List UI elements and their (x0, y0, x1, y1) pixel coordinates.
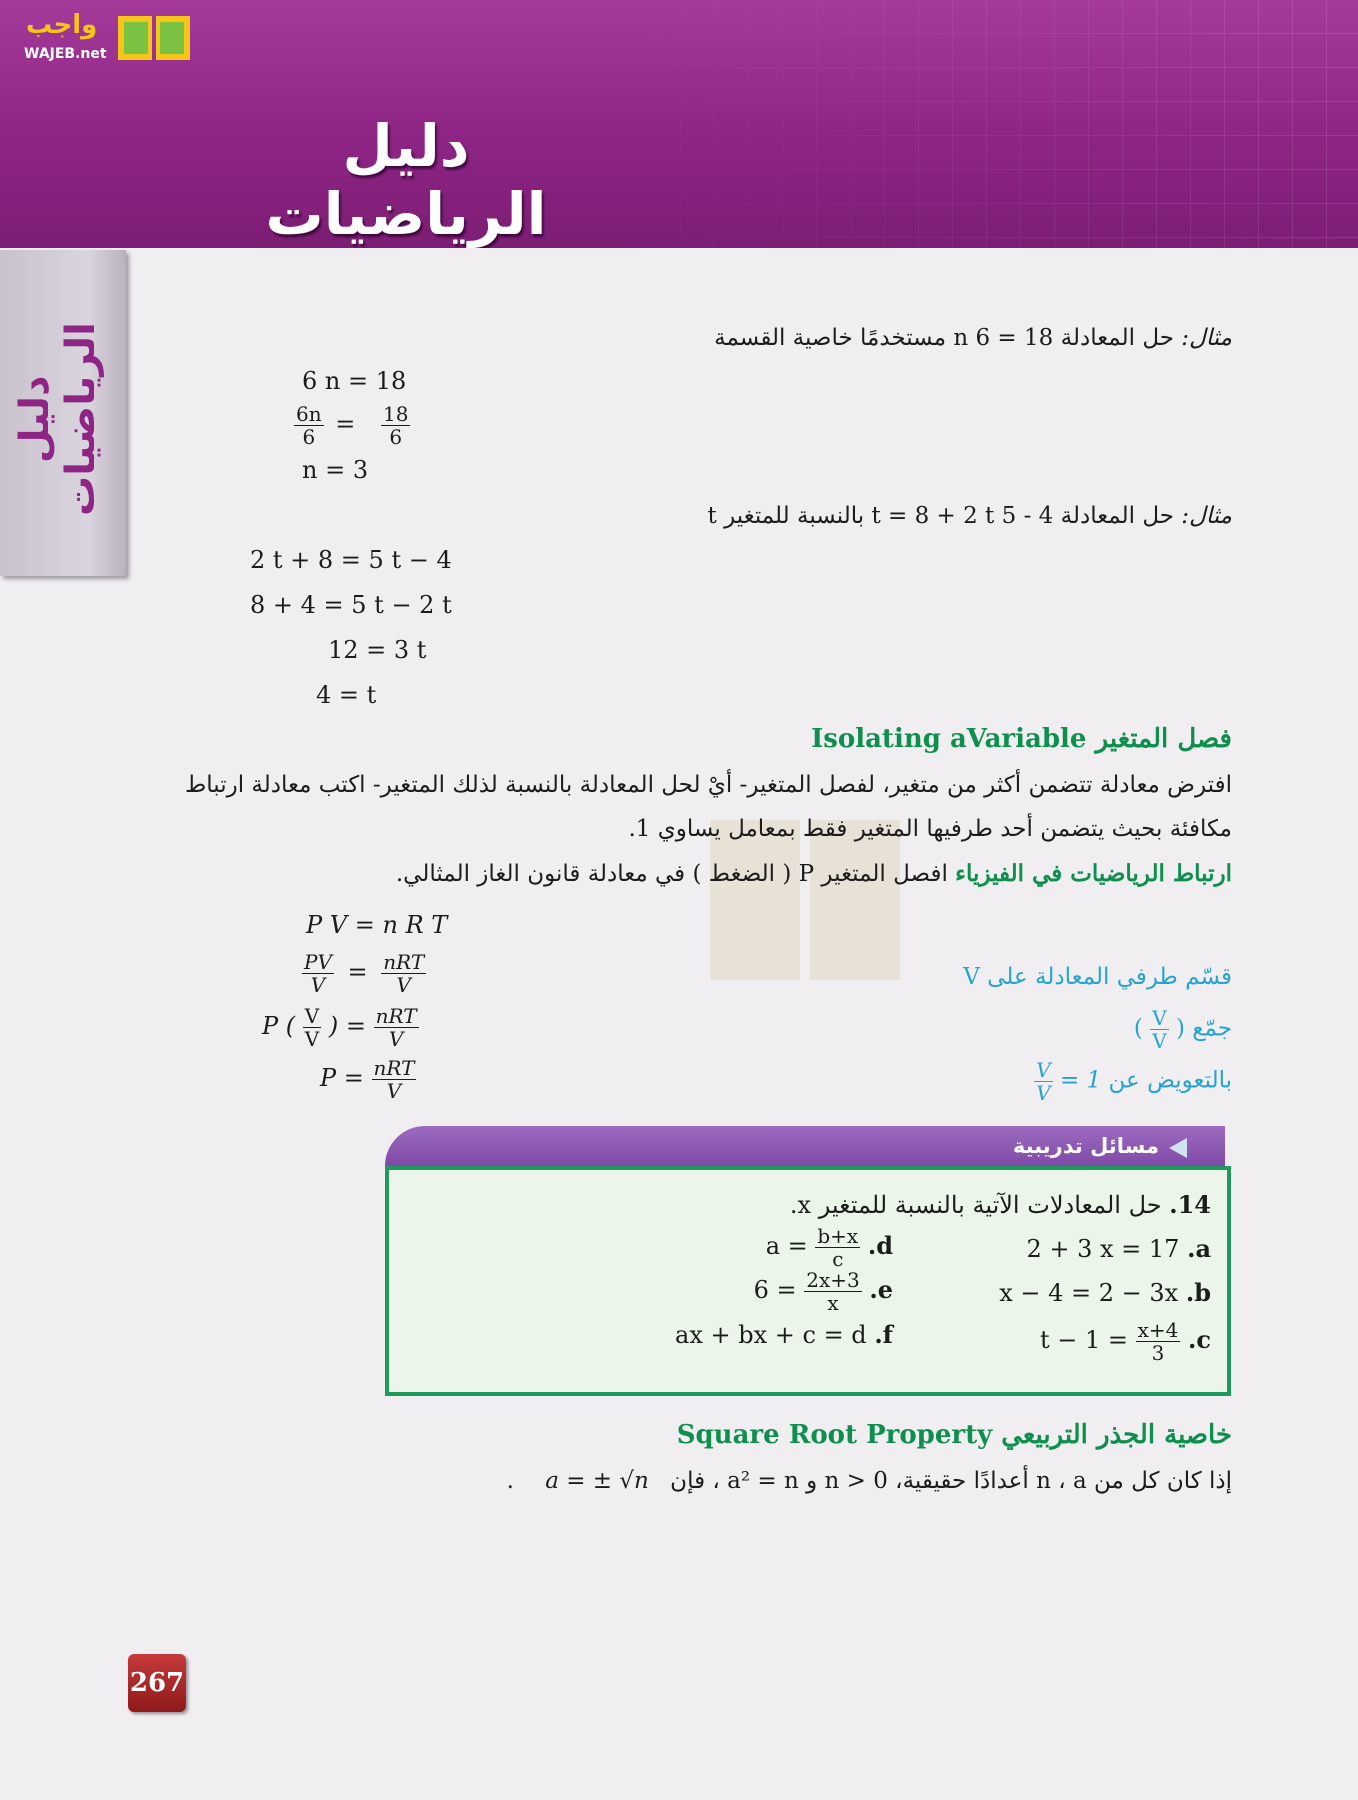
example-label: مثال: (1181, 325, 1232, 351)
example2-step: 4 = t (316, 681, 377, 709)
gas-law-note1: قسّم طرفي المعادلة على V (963, 964, 1232, 990)
heading-arabic: خاصية الجذر التربيعي (1001, 1420, 1232, 1450)
square-root-heading (677, 1420, 1232, 1450)
fraction: $\frac{V}{V}$ (1152, 1006, 1167, 1053)
practice-item-f: ax + bx + c = d .f (675, 1320, 893, 1349)
problem-text: حل المعادلات الآتية بالنسبة للمتغير x. (789, 1191, 1162, 1219)
side-tab-label: دليل الرياضيات (12, 322, 104, 516)
practice-item-a: 2 + 3 x = 17 .a (1026, 1234, 1211, 1263)
example2-statement (708, 503, 1232, 529)
square-root-formula: a = ± √n (545, 1468, 649, 1494)
fraction: $\frac{2x+3}{x}$ (806, 1268, 860, 1315)
fraction: $\frac{x+4}{3}$ (1137, 1318, 1179, 1365)
side-section-tab (0, 250, 126, 576)
practice-box (385, 1166, 1231, 1396)
header-grid-pattern (0, 0, 1358, 248)
practice-tab (385, 1126, 1225, 1170)
gas-law-note3: بالتعويض عن $\frac{V}{V}$ = 1 (1036, 1058, 1232, 1105)
square-root-statement: إذا كان كل من n ، a أعدادًا حقيقية، n > 0 و a² = n ، فإن a = ± √n . (506, 1468, 1232, 1494)
fraction: $\frac{b+x}{c}$ (817, 1224, 859, 1271)
fraction: $\frac{\text{nRT}}{V}$ (383, 950, 425, 997)
physics-text: افصل المتغير P ( الضغط ) في معادلة قانون الغاز المثالي. (395, 861, 948, 887)
example2-step: 8 + 4 = 5 t − 2 t (250, 591, 452, 619)
logo-english-text: WAJEB.net (24, 46, 107, 62)
gas-law-line4: P = $\frac{\text{nRT}}{V}$ (320, 1056, 415, 1103)
practice-item-d: a = $\frac{b+x}{c}$ .d (765, 1224, 893, 1271)
heading-arabic: فصل المتغير (1095, 724, 1232, 754)
example-text: حل المعادلة 18 = 6 n مستخدمًا خاصية القسمة (714, 325, 1174, 351)
practice-item-b: x − 4 = 2 − 3x .b (999, 1278, 1211, 1307)
triangle-icon (1169, 1138, 1187, 1158)
isolating-heading (811, 724, 1232, 754)
problem-number: 14. (1169, 1190, 1211, 1219)
gas-law-line1: P V = n R T (306, 911, 448, 939)
square-root-text: إذا كان كل من n ، a أعدادًا حقيقية، n > 0 و a² = n ، فإن (670, 1468, 1232, 1494)
fraction: $\frac{\text{nRT}}{V}$ (375, 1004, 417, 1051)
practice-problem-statement (790, 1190, 1211, 1219)
fraction: $\frac{V}{V}$ (304, 1004, 320, 1051)
gas-law-line2: $\frac{PV}{V}$ = $\frac{\text{nRT}}{V}$ (304, 950, 425, 997)
example1-statement (714, 325, 1232, 351)
wajeb-logo[interactable] (10, 6, 190, 68)
isolating-paragraph-line1: افترض معادلة تتضمن أكثر من متغير، لفصل المتغير- أيْ لحل المعادلة بالنسبة لذلك المتغير- اكتب معادلة ارتباط (184, 772, 1232, 798)
fraction: $\frac{18}{6}$ (383, 402, 409, 449)
example-text: حل المعادلة 4 - 5 t = 8 + 2 t بالنسبة للمتغير t (707, 503, 1174, 529)
physics-connection (396, 860, 1232, 887)
example2-step: 12 = 3 t (328, 636, 427, 664)
heading-english: Square Root Property (676, 1420, 993, 1450)
example1-step3: n = 3 (302, 456, 369, 484)
example1-step2: $\frac{6n}{6}$ = $\frac{18}{6}$ (296, 402, 409, 449)
fraction: $\frac{\text{nRT}}{V}$ (373, 1056, 415, 1103)
practice-tab-label: مسائل تدريبية (1012, 1134, 1159, 1158)
fraction: $\frac{PV}{V}$ (304, 950, 332, 997)
page-header (0, 0, 1358, 248)
practice-item-e: 6 = $\frac{2x+3}{x}$ .e (753, 1268, 893, 1315)
page-number-badge: 267 (128, 1654, 186, 1712)
gas-law-line3: P ( $\frac{V}{V}$ ) = $\frac{\text{nRT}}{V}$ (262, 1004, 417, 1051)
page-title: دليل الرياضيات (265, 112, 547, 248)
heading-english: Isolating aVariable (811, 724, 1087, 754)
practice-item-c: t − 1 = $\frac{x+4}{3}$ .c (1039, 1318, 1211, 1365)
fraction: $\frac{6n}{6}$ (296, 402, 322, 449)
example2-step: 2 t + 8 = 5 t − 4 (250, 546, 452, 574)
isolating-paragraph-line2: مكافئة بحيث يتضمن أحد طرفيها المتغير فقط بمعامل يساوي 1. (628, 816, 1232, 842)
book-icon (116, 10, 192, 66)
fraction: $\frac{V}{V}$ (1036, 1058, 1051, 1105)
logo-arabic-text: واجب (26, 10, 98, 40)
physics-label: ارتباط الرياضيات في الفيزياء (955, 860, 1232, 887)
example-label: مثال: (1181, 503, 1232, 529)
example1-step1: 6 n = 18 (302, 367, 407, 395)
gas-law-note2: جمّع ( $\frac{V}{V}$ ) (1133, 1006, 1232, 1053)
